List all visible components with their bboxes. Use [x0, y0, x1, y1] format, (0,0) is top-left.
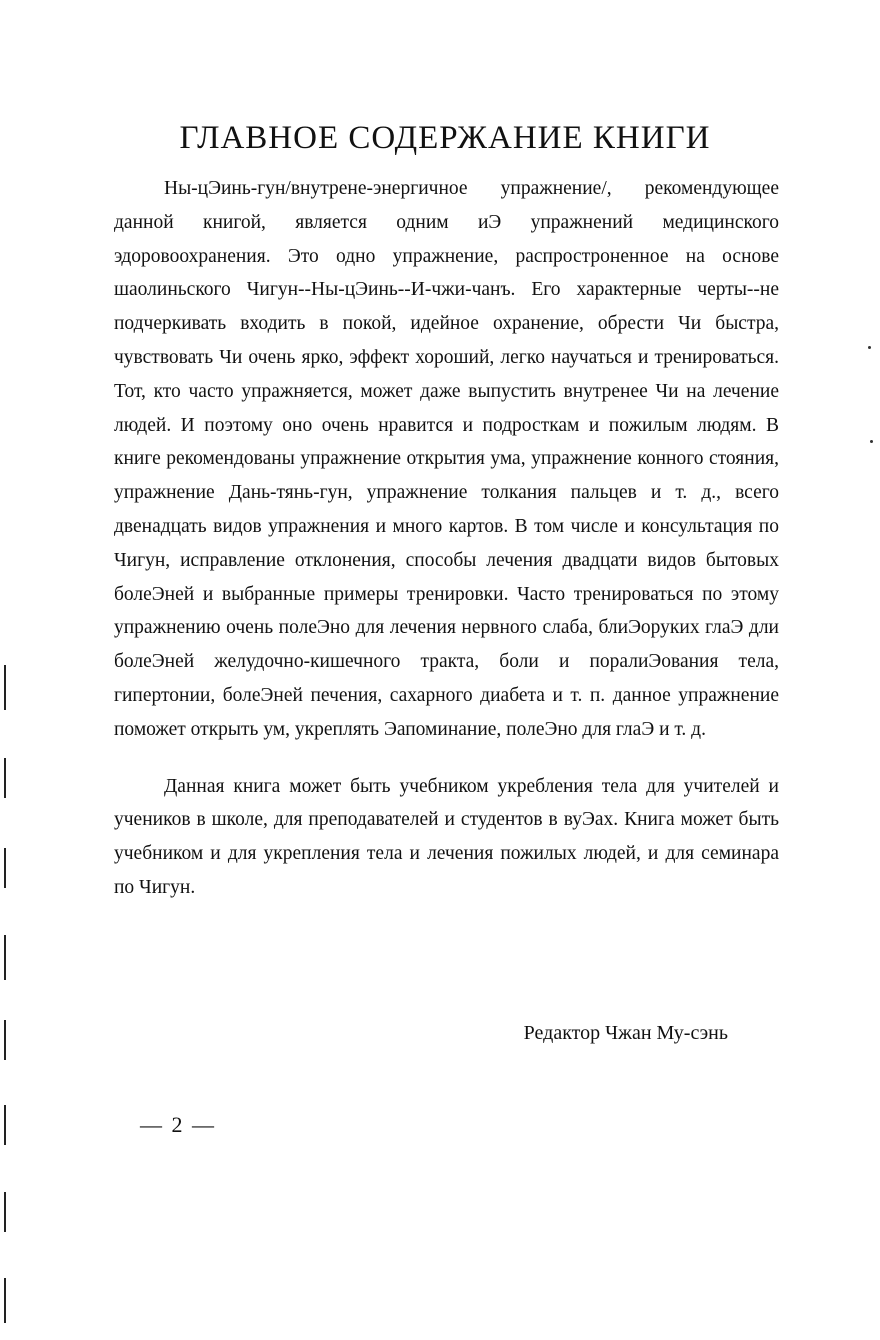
scan-artifact-dot — [868, 346, 871, 349]
document-title: ГЛАВНОЕ СОДЕРЖАНИЕ КНИГИ — [179, 120, 711, 156]
scan-artifact-mark — [4, 1020, 6, 1060]
scan-artifact-mark — [4, 1192, 6, 1232]
page-number: — 2 — — [140, 1112, 216, 1137]
document-body — [114, 172, 779, 905]
scan-artifact-dot — [870, 440, 873, 443]
scan-artifact-mark — [4, 1278, 6, 1323]
editor-signature: Редактор Чжан Му-сэнь — [523, 1022, 728, 1044]
scan-artifact-mark — [4, 665, 6, 710]
paragraph-audience: Данная книга может быть учебником укребления тела для учителей и учеников в школе, для преподавателей и студентов в вуЭах. Книга может быть учебником и для укрепления тела и лечения пожилых людей, и для семинара по Чигун. — [114, 775, 779, 898]
scan-artifact-mark — [4, 1105, 6, 1145]
scan-artifact-mark — [4, 935, 6, 980]
paragraph-main: Ны-цЭинь-гун/внутрене-энергичное упражнение/, рекомендующее данной книгой, является одним иЭ упражнений медицинского эдоровоохранения. Это одно упражнение, распростроненное на основе шаолиньского Чигун--Ны-цЭинь--И-чжи-чанъ. Его характерные черты--не подчеркивать входить в покой, идейное охранение, обрести Чи быстра, чувствовать Чи очень ярко, эффект хороший, легко научаться и тренироваться. Тот, кто часто упражняется, может даже выпустить внутренее Чи на лечение людей. И поэтому оно очень нравится и подросткам и пожилым людям. В книге рекомендованы упражнение открытия ума, упражнение конного стояния, упражнение Дань-тянь-гун, упражнение толкания пальцев и т. д., всего двенадцать видов упражнения и много картов. В том числе и консультация по Чигун, исправление отклонения, способы лечения двадцати видов бытовых болеЭней и выбранные примеры тренировки. Часто тренироваться по этому упражнению очень полеЭно для лечения нервного слаба, блиЭоруких глаЭ дли болеЭней желудочно-кишечного тракта, боли и поралиЭования тела, гипертонии, болеЭней печения, сахарного диабета и т. п. данное упражнение поможет открыть ум, укреплять Эапоминание, полеЭно для глаЭ и т. д. — [114, 178, 779, 740]
scan-artifact-mark — [4, 848, 6, 888]
scan-artifact-mark — [4, 758, 6, 798]
